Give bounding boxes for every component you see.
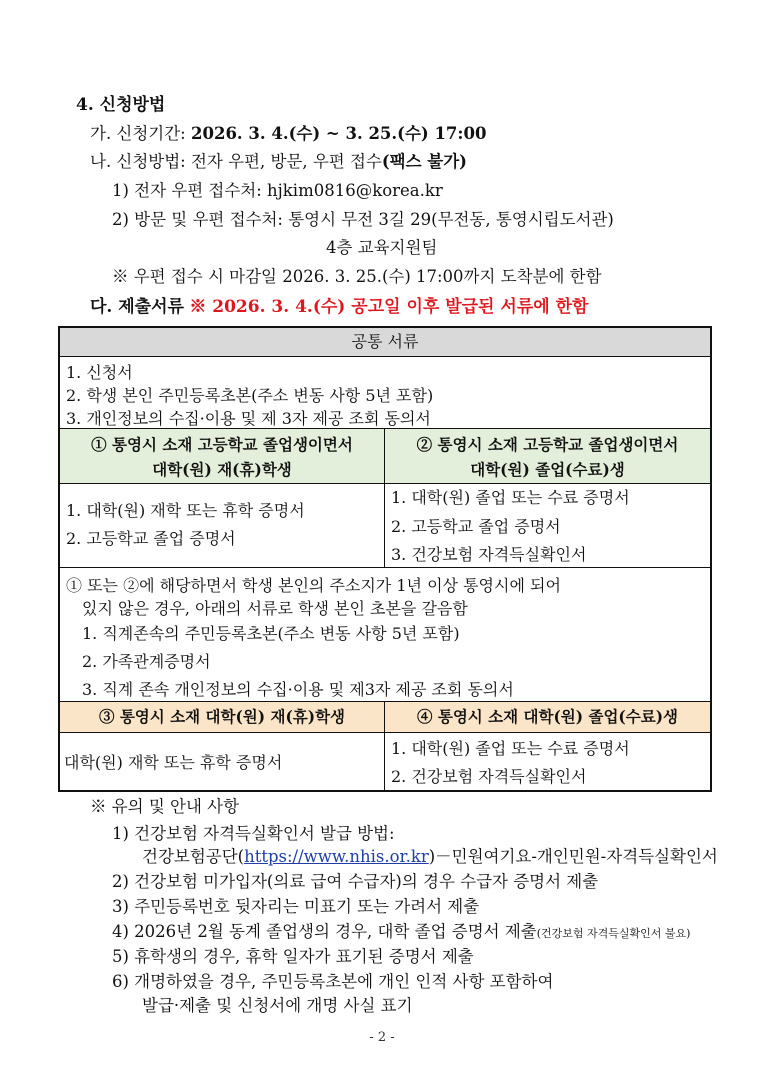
category-3-documents [60,733,385,790]
note-item-link-line [142,843,718,867]
list-item: 2. 고등학교 졸업 증명서 [66,529,236,548]
note-4-small: (건강보험 자격득실확인서 불요) [536,927,691,940]
list-item: 1. 직계존속의 주민등록초본(주소 변동 사항 5년 포함) [82,624,460,643]
note-item: 1) 건강보험 자격득실확인서 발급 방법: [112,824,395,843]
list-item: 1. 신청서 [66,363,133,382]
mail-deadline-note: ※ 우편 접수 시 마감일 2026. 3. 25.(수) 17:00까지 도착분에 한함 [112,267,602,286]
nhis-suffix: )－민원여기요-개인민원-자격득실확인서 [428,847,718,866]
section-title: 4. 신청방법 [76,95,166,115]
category-header-row-2 [60,701,710,732]
nhis-prefix: 건강보험공단( [142,847,245,866]
category-2-header-line1: ② 통영시 소재 고등학교 졸업생이면서 [416,435,679,454]
note-item: 2) 건강보험 미가입자(의료 급여 수급자)의 경우 수급자 증명서 제출 [112,872,599,891]
list-item: 3. 개인정보의 수집·이용 및 제 3자 제공 조회 동의서 [66,409,431,428]
application-period-value: 2026. 3. 4.(수) ~ 3. 25.(수) 17:00 [191,124,487,143]
category-2-documents [385,484,710,567]
note-item: 5) 휴학생의 경우, 휴학 일자가 표기된 증명서 제출 [112,947,474,966]
visit-address-floor: 4층 교육지원팀 [326,238,438,257]
documents-heading [90,292,588,317]
exception-line-1: ① 또는 ②에 해당하면서 학생 본인의 주소지가 1년 이상 통영시에 되어 [66,576,561,595]
documents-heading-label: 다. 제출서류 [90,297,184,317]
category-1-header-line1: ① 통영시 소재 고등학교 졸업생이면서 [91,435,353,454]
common-documents-header [60,328,710,356]
category-documents-row-1 [60,483,710,567]
category-4-header: ④ 통영시 소재 대학(원) 졸업(수료)생 [385,702,710,732]
visit-address-item: 2) 방문 및 우편 접수처: 통영시 무전 3길 29(무전동, 통영시립도서관) [112,210,614,229]
note-4-text: 4) 2026년 2월 동계 졸업생의 경우, 대학 졸업 증명서 제출 [112,922,537,941]
list-item: 2. 가족관계증명서 [82,652,211,671]
note-item: 3) 주민등록번호 뒷자리는 미표기 또는 가려서 제출 [112,897,480,916]
application-method [90,148,467,172]
notes-title: ※ 유의 및 안내 사항 [90,797,240,816]
application-period [90,120,486,144]
no-fax-note: (팩스 불가) [381,152,467,171]
list-item: 1. 대학(원) 재학 또는 휴학 증명서 [66,501,305,520]
documents-table [58,326,712,792]
email-address-item: 1) 전자 우편 접수처: hjkim0816@korea.kr [112,181,443,200]
application-period-label: 가. 신청기간: [90,124,191,143]
category-1-header [60,429,385,483]
note-item: 6) 개명하였을 경우, 주민등록초본에 개인 인적 사항 포함하여 [112,972,554,991]
list-item: 2. 학생 본인 주민등록초본(주소 변동 사항 5년 포함) [66,386,434,405]
category-header-row-1 [60,428,710,483]
exception-line-2: 있지 않은 경우, 아래의 서류로 학생 본인 초본을 갈음함 [82,599,468,618]
address-exception-block [60,567,710,701]
common-documents-list [60,356,710,428]
list-item: 1. 대학(원) 졸업 또는 수료 증명서 [391,739,630,758]
category-1-documents [60,484,385,567]
list-item: 3. 건강보험 자격득실확인서 [391,545,587,564]
application-method-label: 나. 신청방법: 전자 우편, 방문, 우편 접수 [90,152,382,171]
nhis-link[interactable]: https://www.nhis.or.kr [244,847,429,866]
documents-issue-date-note: ※ 2026. 3. 4.(수) 공고일 이후 발급된 서류에 한함 [189,297,589,317]
note-item-continuation: 발급·제출 및 신청서에 개명 사실 표기 [142,996,413,1015]
category-3-header: ③ 통영시 소재 대학(원) 재(휴)학생 [60,702,385,732]
list-item: 대학(원) 재학 또는 휴학 증명서 [64,753,283,772]
common-documents-header-label: 공통 서류 [351,332,419,351]
category-documents-row-2 [60,732,710,790]
category-2-header [385,429,710,483]
page-number: - 2 - [369,1030,395,1045]
list-item: 1. 대학(원) 졸업 또는 수료 증명서 [391,488,630,507]
note-item [112,918,690,942]
list-item: 3. 직계 존속 개인정보의 수집·이용 및 제3자 제공 조회 동의서 [82,680,514,699]
list-item: 2. 건강보험 자격득실확인서 [391,767,587,786]
category-2-header-line2: 대학(원) 졸업(수료)생 [470,460,625,479]
category-4-documents [385,733,710,790]
category-1-header-line2: 대학(원) 재(휴)학생 [152,460,292,479]
list-item: 2. 고등학교 졸업 증명서 [391,517,561,536]
